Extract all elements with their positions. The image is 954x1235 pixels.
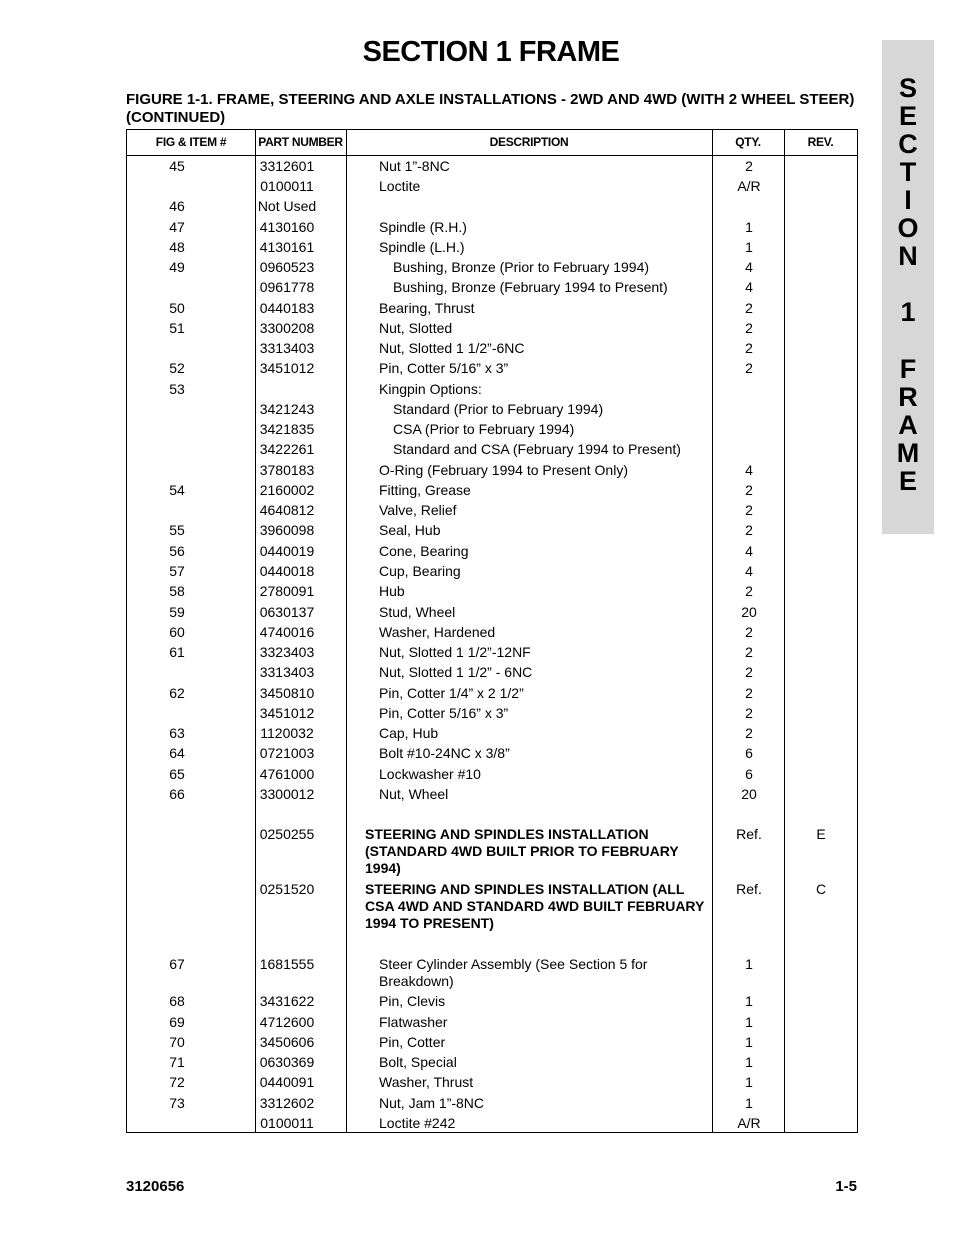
cell-part-number: 3323403 — [259, 644, 315, 660]
parts-table — [126, 129, 858, 1133]
cell-part-number: 3313403 — [259, 664, 315, 680]
cell-description: Cone, Bearing — [379, 543, 469, 559]
cell-part-number: 1681555 — [259, 956, 315, 972]
side-tab-letter: F — [899, 354, 917, 384]
cell-description: Nut 1”-8NC — [379, 158, 450, 174]
cell-part-number: 4130160 — [259, 219, 315, 235]
cell-part-number: 0960523 — [259, 259, 315, 275]
cell-part-number: 2160002 — [259, 482, 315, 498]
cell-fig-item: 66 — [169, 786, 185, 802]
header-divider — [127, 155, 857, 156]
cell-part-number: 3312602 — [259, 1095, 315, 1111]
cell-description: Loctite #242 — [379, 1115, 456, 1131]
cell-description: Pin, Cotter 5/16” x 3” — [379, 360, 509, 376]
column-divider — [346, 130, 347, 1132]
side-tab-letter: E — [898, 466, 917, 496]
cell-part-number: 4740016 — [259, 624, 315, 640]
cell-qty: 2 — [745, 158, 753, 174]
cell-fig-item: 51 — [169, 320, 185, 336]
header-rev: REV. — [807, 135, 834, 149]
document-number: 3120656 — [126, 1178, 185, 1195]
cell-qty: 1 — [745, 1054, 753, 1070]
cell-rev: E — [816, 826, 826, 842]
cell-qty: A/R — [737, 178, 761, 194]
cell-description: Bearing, Thrust — [379, 300, 475, 316]
cell-qty: A/R — [737, 1115, 761, 1131]
cell-description: Cup, Bearing — [379, 563, 461, 579]
cell-part-number: 0100011 — [260, 178, 314, 194]
cell-qty: 2 — [745, 685, 753, 701]
cell-fig-item: 53 — [169, 381, 185, 397]
cell-fig-item: 64 — [169, 745, 185, 761]
cell-fig-item: 73 — [169, 1095, 185, 1111]
cell-qty: 2 — [745, 482, 753, 498]
cell-description: Valve, Relief — [379, 502, 457, 518]
cell-description: Seal, Hub — [379, 522, 441, 538]
cell-description: STEERING AND SPINDLES INSTALLATION (ALL CSA 4WD AND STANDARD 4WD BUILT FEBRUARY 1994 TO PRESENT) — [365, 881, 705, 931]
cell-description: Standard and CSA (February 1994 to Present) — [393, 441, 681, 457]
cell-fig-item: 69 — [169, 1014, 185, 1030]
cell-part-number: 3421835 — [259, 421, 315, 437]
cell-description: Bushing, Bronze (Prior to February 1994) — [393, 259, 650, 275]
cell-part-number: 4712600 — [259, 1014, 315, 1030]
cell-fig-item: 63 — [169, 725, 185, 741]
cell-part-number: 3450810 — [259, 685, 315, 701]
cell-qty: 6 — [745, 766, 753, 782]
cell-qty: Ref. — [736, 881, 762, 897]
cell-fig-item: 58 — [169, 583, 185, 599]
cell-qty: 2 — [745, 725, 753, 741]
cell-qty: 1 — [745, 1074, 753, 1090]
cell-part-number: 4130161 — [259, 239, 315, 255]
cell-part-number: 4640812 — [259, 502, 315, 518]
cell-part-number: 3421243 — [259, 401, 315, 417]
cell-description: Standard (Prior to February 1994) — [393, 401, 604, 417]
cell-qty: 2 — [745, 644, 753, 660]
cell-fig-item: 72 — [169, 1074, 185, 1090]
cell-description: Kingpin Options: — [379, 381, 482, 397]
cell-description: Loctite — [379, 178, 421, 194]
cell-part-number: 3300208 — [259, 320, 315, 336]
cell-fig-item: 52 — [169, 360, 185, 376]
cell-description: Spindle (L.H.) — [379, 239, 465, 255]
cell-fig-item: 47 — [169, 219, 185, 235]
cell-qty: 4 — [745, 563, 753, 579]
cell-fig-item: 60 — [169, 624, 185, 640]
cell-description: STEERING AND SPINDLES INSTALLATION (STANDARD 4WD BUILT PRIOR TO FEBRUARY 1994) — [365, 826, 679, 876]
cell-description: Pin, Clevis — [379, 993, 446, 1009]
cell-description: Fitting, Grease — [379, 482, 471, 498]
cell-part-number: 0630137 — [259, 604, 315, 620]
cell-fig-item: 70 — [169, 1034, 185, 1050]
cell-description: Washer, Hardened — [379, 624, 496, 640]
cell-qty: 1 — [745, 1014, 753, 1030]
cell-description: Nut, Slotted 1 1/2”-6NC — [379, 340, 525, 356]
cell-qty: 1 — [745, 1034, 753, 1050]
header-description: DESCRIPTION — [489, 135, 569, 149]
section-side-tab — [882, 40, 934, 534]
cell-qty: 4 — [745, 259, 753, 275]
cell-description: Nut, Slotted 1 1/2”-12NF — [379, 644, 531, 660]
cell-qty: 4 — [745, 279, 753, 295]
side-tab-letter: 1 — [900, 297, 916, 327]
cell-fig-item: 68 — [169, 993, 185, 1009]
cell-qty: 6 — [745, 745, 753, 761]
side-tab-letter: O — [897, 213, 919, 243]
cell-fig-item: 59 — [169, 604, 185, 620]
cell-fig-item: 71 — [169, 1054, 185, 1070]
cell-part-number: 3313403 — [259, 340, 315, 356]
cell-part-number: 0440091 — [259, 1074, 315, 1090]
cell-fig-item: 48 — [169, 239, 185, 255]
cell-description: CSA (Prior to February 1994) — [393, 421, 575, 437]
cell-description: Nut, Slotted 1 1/2” - 6NC — [379, 664, 533, 680]
cell-part-number: 0721003 — [259, 745, 315, 761]
cell-description: Bushing, Bronze (February 1994 to Present) — [393, 279, 668, 295]
cell-part-number: 2780091 — [259, 583, 315, 599]
cell-fig-item: 67 — [169, 956, 185, 972]
cell-qty: 2 — [745, 624, 753, 640]
cell-part-number: 0630369 — [259, 1054, 315, 1070]
cell-fig-item: 56 — [169, 543, 185, 559]
cell-part-number: 3451012 — [259, 360, 315, 376]
cell-description: Nut, Jam 1”-8NC — [379, 1095, 485, 1111]
cell-qty: 4 — [745, 543, 753, 559]
cell-qty: 20 — [741, 604, 757, 620]
column-divider — [255, 130, 256, 1132]
cell-qty: 1 — [745, 219, 753, 235]
cell-qty: 2 — [745, 340, 753, 356]
cell-description: Lockwasher #10 — [379, 766, 481, 782]
cell-part-number: 0251520 — [259, 881, 315, 897]
side-tab-letter: T — [899, 157, 917, 187]
cell-description: Nut, Wheel — [379, 786, 449, 802]
cell-qty: Ref. — [736, 826, 762, 842]
cell-qty: 2 — [745, 705, 753, 721]
cell-qty: 2 — [745, 664, 753, 680]
side-tab-letter: I — [904, 185, 912, 215]
cell-part-number: 4761000 — [259, 766, 315, 782]
cell-part-number: 1120032 — [260, 725, 314, 741]
side-tab-letter: C — [898, 129, 918, 159]
cell-description: Pin, Cotter — [379, 1034, 446, 1050]
cell-description: Washer, Thrust — [379, 1074, 474, 1090]
cell-part-number: 3451012 — [259, 705, 315, 721]
cell-part-number: 3300012 — [259, 786, 315, 802]
cell-part-number: 3780183 — [259, 462, 315, 478]
figure-title: FIGURE 1-1. FRAME, STEERING AND AXLE INSTALLATIONS - 2WD AND 4WD (WITH 2 WHEEL STEER) (CONTINUED) — [126, 91, 855, 126]
cell-description: Spindle (R.H.) — [379, 219, 467, 235]
cell-fig-item: 65 — [169, 766, 185, 782]
cell-qty: 2 — [745, 583, 753, 599]
cell-description: Steer Cylinder Assembly (See Section 5 for Breakdown) — [379, 956, 648, 989]
side-tab-letter: R — [898, 382, 918, 412]
cell-description: Flatwasher — [379, 1014, 448, 1030]
cell-part-number: 0961778 — [259, 279, 315, 295]
cell-qty: 1 — [745, 1095, 753, 1111]
cell-qty: 1 — [745, 956, 753, 972]
cell-description: Bolt, Special — [379, 1054, 457, 1070]
cell-fig-item: 50 — [169, 300, 185, 316]
cell-description: Pin, Cotter 1/4” x 2 1/2” — [379, 685, 524, 701]
cell-fig-item: 54 — [169, 482, 185, 498]
cell-fig-item: 61 — [169, 644, 185, 660]
cell-description: Bolt #10-24NC x 3/8” — [379, 745, 510, 761]
cell-part-number: 0440019 — [259, 543, 315, 559]
cell-fig-item: 62 — [169, 685, 185, 701]
cell-description: Hub — [379, 583, 405, 599]
cell-qty: 20 — [741, 786, 757, 802]
cell-part-number: 3312601 — [259, 158, 315, 174]
cell-part-number: 0250255 — [259, 826, 315, 842]
header-fig-item: FIG & ITEM # — [155, 135, 227, 149]
cell-qty: 2 — [745, 320, 753, 336]
cell-qty: 4 — [745, 462, 753, 478]
cell-qty: 1 — [745, 239, 753, 255]
cell-part-number: 3431622 — [259, 993, 315, 1009]
side-tab-letter: A — [898, 410, 918, 440]
cell-fig-item: 57 — [169, 563, 185, 579]
cell-fig-item: 55 — [169, 522, 185, 538]
cell-part-number: Not Used — [257, 198, 317, 214]
section-title: SECTION 1 FRAME — [362, 36, 620, 68]
page-number: 1-5 — [835, 1178, 857, 1195]
cell-part-number: 0440183 — [259, 300, 315, 316]
cell-description: O-Ring (February 1994 to Present Only) — [379, 462, 628, 478]
header-qty: QTY. — [735, 135, 761, 149]
cell-qty: 2 — [745, 360, 753, 376]
header-part-number: PART NUMBER — [258, 135, 343, 149]
cell-part-number: 3422261 — [259, 441, 315, 457]
cell-part-number: 3450606 — [259, 1034, 315, 1050]
cell-description: Pin, Cotter 5/16” x 3” — [379, 705, 509, 721]
cell-qty: 1 — [745, 993, 753, 1009]
cell-fig-item: 45 — [169, 158, 185, 174]
cell-part-number: 3960098 — [259, 522, 315, 538]
cell-fig-item: 46 — [169, 198, 185, 214]
side-tab-letter: S — [898, 73, 917, 103]
cell-description: Nut, Slotted — [379, 320, 453, 336]
cell-qty: 2 — [745, 502, 753, 518]
cell-description: Stud, Wheel — [379, 604, 456, 620]
cell-qty: 2 — [745, 300, 753, 316]
cell-part-number: 0100011 — [260, 1115, 314, 1131]
side-tab-letter: M — [896, 438, 920, 468]
cell-description: Cap, Hub — [379, 725, 439, 741]
cell-part-number: 0440018 — [259, 563, 315, 579]
cell-qty: 2 — [745, 522, 753, 538]
cell-fig-item: 49 — [169, 259, 185, 275]
side-tab-letter: E — [898, 101, 917, 131]
cell-rev: C — [815, 881, 827, 897]
side-tab-letter: N — [898, 241, 918, 271]
